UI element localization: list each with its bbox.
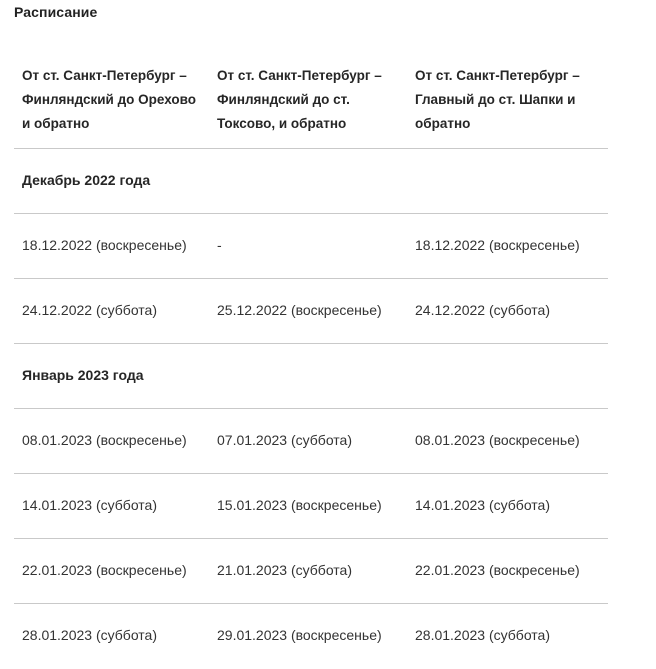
column-header-toksovo: От ст. Санкт-Петербург – Финляндский до ст. Токсово, и обратно <box>217 68 382 131</box>
month-label: Декабрь 2022 года <box>22 172 151 188</box>
table-row <box>14 603 608 668</box>
date-cell: 08.01.2023 (воскресенье) <box>415 432 580 448</box>
date-cell: 22.01.2023 (воскресенье) <box>22 562 187 578</box>
date-cell: 21.01.2023 (суббота) <box>217 562 352 578</box>
date-cell: 28.01.2023 (суббота) <box>415 627 550 643</box>
date-cell: 18.12.2022 (воскресенье) <box>22 237 187 253</box>
table-header-row <box>14 57 608 148</box>
table-row <box>14 473 608 538</box>
schedule-table <box>14 57 608 668</box>
table-row <box>14 278 608 343</box>
date-cell: 22.01.2023 (воскресенье) <box>415 562 580 578</box>
column-header-orekhovo: От ст. Санкт-Петербург – Финляндский до Орехово и обратно <box>22 68 197 131</box>
table-row <box>14 408 608 473</box>
date-cell: 08.01.2023 (воскресенье) <box>22 432 187 448</box>
date-cell: 07.01.2023 (суббота) <box>217 432 352 448</box>
table-row <box>14 538 608 603</box>
date-cell: 14.01.2023 (суббота) <box>22 497 157 513</box>
date-cell: 24.12.2022 (суббота) <box>22 302 157 318</box>
date-cell: 28.01.2023 (суббота) <box>22 627 157 643</box>
month-label: Январь 2023 года <box>22 367 144 383</box>
page-title: Расписание <box>14 4 98 20</box>
date-cell: 14.01.2023 (суббота) <box>415 497 550 513</box>
month-row-december <box>14 148 608 213</box>
column-header-shapki: От ст. Санкт-Петербург – Главный до ст. Шапки и обратно <box>415 68 580 131</box>
date-cell: - <box>217 237 222 253</box>
date-cell: 15.01.2023 (воскресенье) <box>217 497 382 513</box>
date-cell: 24.12.2022 (суббота) <box>415 302 550 318</box>
table-row <box>14 213 608 278</box>
month-row-january <box>14 343 608 408</box>
date-cell: 29.01.2023 (воскресенье) <box>217 627 382 643</box>
date-cell: 18.12.2022 (воскресенье) <box>415 237 580 253</box>
date-cell: 25.12.2022 (воскресенье) <box>217 302 382 318</box>
